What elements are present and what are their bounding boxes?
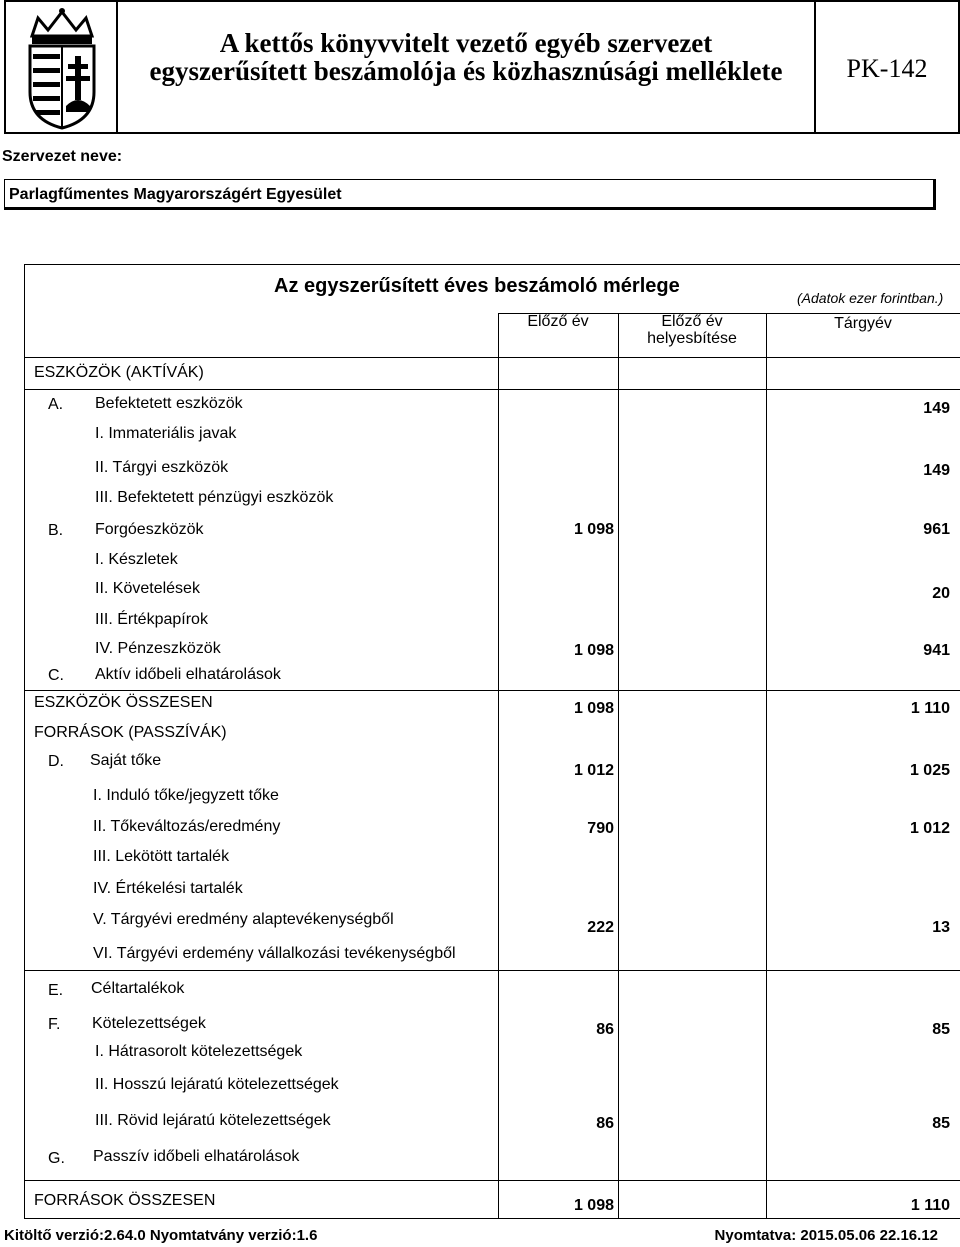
row-f-curr: 85	[932, 1021, 950, 1038]
row-b4-label: IV. Pénzeszközök	[95, 640, 221, 657]
row-d4-label: IV. Értékelési tartalék	[93, 880, 243, 897]
row-d5-label: V. Tárgyévi eredmény alaptevékenységből	[93, 911, 394, 928]
row-f-prev: 86	[596, 1021, 614, 1038]
form-title-box	[118, 2, 816, 132]
balance-title: Az egyszerűsített éves beszámoló mérlege	[274, 275, 680, 297]
row-d2-label: II. Tőkeváltozás/eredmény	[93, 818, 281, 835]
row-b-curr: 961	[923, 521, 950, 538]
assets-total-curr: 1 110	[910, 700, 950, 717]
unit-note: (Adatok ezer forintban.)	[797, 290, 944, 306]
row-b-letter: B.	[48, 522, 64, 539]
col-divider-curr	[766, 313, 767, 1219]
row-d-letter: D.	[48, 753, 64, 770]
row-a-letter: A.	[48, 396, 64, 413]
row-b2-curr: 20	[932, 585, 950, 602]
hungarian-coat-of-arms-icon	[24, 6, 100, 130]
row-d1-label: I. Induló tőke/jegyzett tőke	[93, 787, 279, 804]
liabilities-total-rule	[24, 1180, 960, 1181]
row-e-label: Céltartalékok	[91, 980, 185, 997]
row-c-label: Aktív időbeli elhatárolások	[95, 666, 281, 683]
row-a1-label: I. Immateriális javak	[95, 425, 237, 442]
liabilities-total-label: FORRÁSOK ÖSSZESEN	[34, 1192, 216, 1209]
form-title-line1: A kettős könyvvitelt vezető egyéb szervezet	[219, 28, 713, 58]
row-d6-label: VI. Tárgyévi erdemény vállalkozási tevékenységből	[93, 945, 456, 962]
row-b2-label: II. Követelések	[95, 580, 200, 597]
row-f3-curr: 85	[932, 1115, 950, 1132]
col-divider-prev	[498, 313, 499, 1219]
row-c-letter: C.	[48, 667, 64, 684]
row-d2-prev: 790	[587, 820, 614, 837]
organization-label: Szervezet neve:	[2, 148, 123, 165]
assets-total-label: ESZKÖZÖK ÖSSZESEN	[34, 694, 213, 711]
row-f3-label: III. Rövid lejáratú kötelezettségek	[95, 1112, 331, 1129]
row-b3-label: III. Értékpapírok	[95, 611, 208, 628]
row-b4-curr: 941	[923, 642, 950, 659]
row-d-curr: 1 025	[909, 762, 950, 779]
crest-box	[6, 2, 118, 132]
row-d-prev: 1 012	[573, 762, 614, 779]
row-g-label: Passzív időbeli elhatárolások	[93, 1148, 300, 1165]
row-d5-curr: 13	[932, 919, 950, 936]
liabilities-total-prev: 1 098	[573, 1197, 614, 1214]
row-a2-label: II. Tárgyi eszközök	[95, 459, 229, 476]
row-a-curr: 149	[923, 400, 950, 417]
header-bottom-rule	[24, 357, 960, 358]
row-f-label: Kötelezettségek	[92, 1015, 206, 1032]
row-d5-prev: 222	[587, 919, 614, 936]
row-g-letter: G.	[48, 1150, 65, 1167]
form-header	[4, 0, 960, 134]
form-code: PK-142	[846, 54, 928, 83]
row-b1-label: I. Készletek	[95, 551, 178, 568]
row-a-label: Befektetett eszközök	[95, 395, 243, 412]
row-d-label: Saját tőke	[90, 752, 162, 769]
row-d3-label: III. Lekötött tartalék	[93, 848, 230, 865]
liabilities-heading: FORRÁSOK (PASSZÍVÁK)	[34, 724, 227, 741]
col-divider-adj	[618, 313, 619, 1219]
row-d2-curr: 1 012	[909, 820, 950, 837]
footer-version: Kitöltő verzió:2.64.0 Nyomtatvány verzió:1.6	[4, 1227, 318, 1244]
row-a3-label: III. Befektetett pénzügyi eszközök	[95, 489, 334, 506]
equity-bottom-rule	[24, 970, 960, 971]
row-b-prev: 1 098	[573, 521, 614, 538]
assets-heading-rule	[24, 389, 960, 390]
organization-name-field	[4, 179, 936, 210]
row-b-label: Forgóeszközök	[95, 521, 204, 538]
row-f1-label: I. Hátrasorolt kötelezettségek	[95, 1043, 303, 1060]
form-title-line2: egyszerűsített beszámolója és közhasznúsági melléklete	[149, 56, 783, 86]
row-f-letter: F.	[48, 1016, 61, 1033]
liabilities-total-curr: 1 110	[910, 1197, 950, 1214]
col-header-prev-year: Előző év	[527, 313, 589, 330]
footer-print-date: Nyomtatva: 2015.05.06 22.16.12	[714, 1227, 938, 1244]
col-header-prev-adj-1: Előző év	[661, 313, 723, 330]
row-a2-curr: 149	[923, 462, 950, 479]
row-f2-label: II. Hosszú lejáratú kötelezettségek	[95, 1076, 339, 1093]
row-f3-prev: 86	[596, 1115, 614, 1132]
col-header-prev-adj-2: helyesbítése	[647, 330, 737, 347]
assets-heading: ESZKÖZÖK (AKTÍVÁK)	[34, 364, 204, 381]
organization-name: Parlagfűmentes Magyarországért Egyesület	[9, 186, 342, 203]
col-header-current-year: Tárgyév	[834, 315, 892, 332]
row-e-letter: E.	[48, 982, 64, 999]
row-b4-prev: 1 098	[573, 642, 614, 659]
assets-total-rule	[24, 690, 960, 691]
assets-total-prev: 1 098	[573, 700, 614, 717]
